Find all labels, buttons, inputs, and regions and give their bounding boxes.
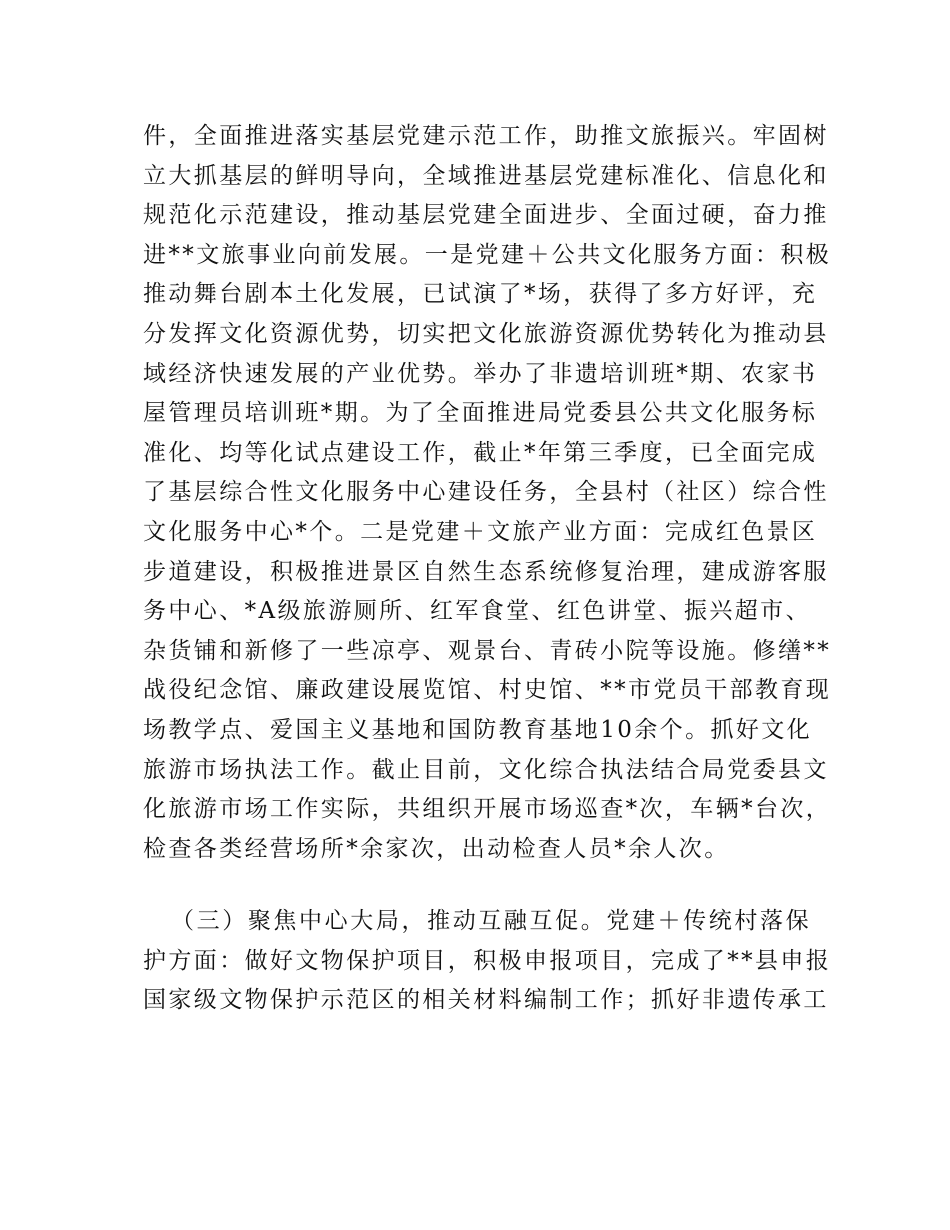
text-line-indented: （三）聚焦中心大局，推动互融互促。党建＋传统村落保: [171, 908, 811, 934]
paragraph-party-building-culture-tourism: [143, 117, 832, 869]
text-line: 检查各类经营场所*余家次，出动检查人员*余人次。: [143, 835, 730, 862]
text-line: 立大抓基层的鲜明导向，全域推进基层党建标准化、信息化和: [143, 162, 829, 189]
paragraph-section-three: [143, 902, 832, 1021]
text-line: 战役纪念馆、廉政建设展览馆、村史馆、**市党员干部教育现: [143, 677, 832, 704]
text-line: 域经济快速发展的产业优势。举办了非遗培训班*期、农家书: [143, 360, 818, 387]
text-line: 准化、均等化试点建设工作，截止*年第三季度，已全面完成: [143, 439, 818, 466]
text-line: 屋管理员培训班*期。为了全面推进局党委县公共文化服务标: [143, 400, 818, 427]
text-line: 护方面：做好文物保护项目，积极申报项目，完成了**县申报: [143, 947, 832, 974]
text-line: 分发挥文化资源优势，切实把文化旅游资源优势转化为推动县: [143, 320, 829, 347]
text-line: 国家级文物保护示范区的相关材料编制工作；抓好非遗传承工: [143, 987, 829, 1014]
text-line: 杂货铺和新修了一些凉亭、观景台、青砖小院等设施。修缮**: [143, 637, 832, 664]
text-line: 规范化示范建设，推动基层党建全面进步、全面过硬，奋力推: [143, 202, 829, 229]
text-line: 文化服务中心*个。二是党建＋文旅产业方面：完成红色景区: [143, 518, 818, 545]
text-line: 步道建设，积极推进景区自然生态系统修复治理，建成游客服: [143, 558, 829, 585]
text-line: 推动舞台剧本土化发展，已试演了*场，获得了多方好评，充: [143, 281, 818, 308]
text-line: 场教学点、爱国主义基地和国防教育基地10余个。抓好文化: [143, 716, 813, 743]
text-line: 务中心、*A级旅游厕所、红军食堂、红色讲堂、振兴超市、: [143, 598, 811, 625]
text-line: 件，全面推进落实基层党建示范工作，助推文旅振兴。牢固树: [143, 123, 829, 149]
text-line: 化旅游市场工作实际，共组织开展市场巡查*次，车辆*台次，: [143, 796, 832, 823]
text-line: 旅游市场执法工作。截止目前，文化综合执法结合局党委县文: [143, 756, 829, 783]
text-line: 了基层综合性文化服务中心建设任务，全县村（社区）综合性: [143, 479, 829, 506]
text-line: 进**文旅事业向前发展。一是党建＋公共文化服务方面：积极: [143, 241, 832, 268]
